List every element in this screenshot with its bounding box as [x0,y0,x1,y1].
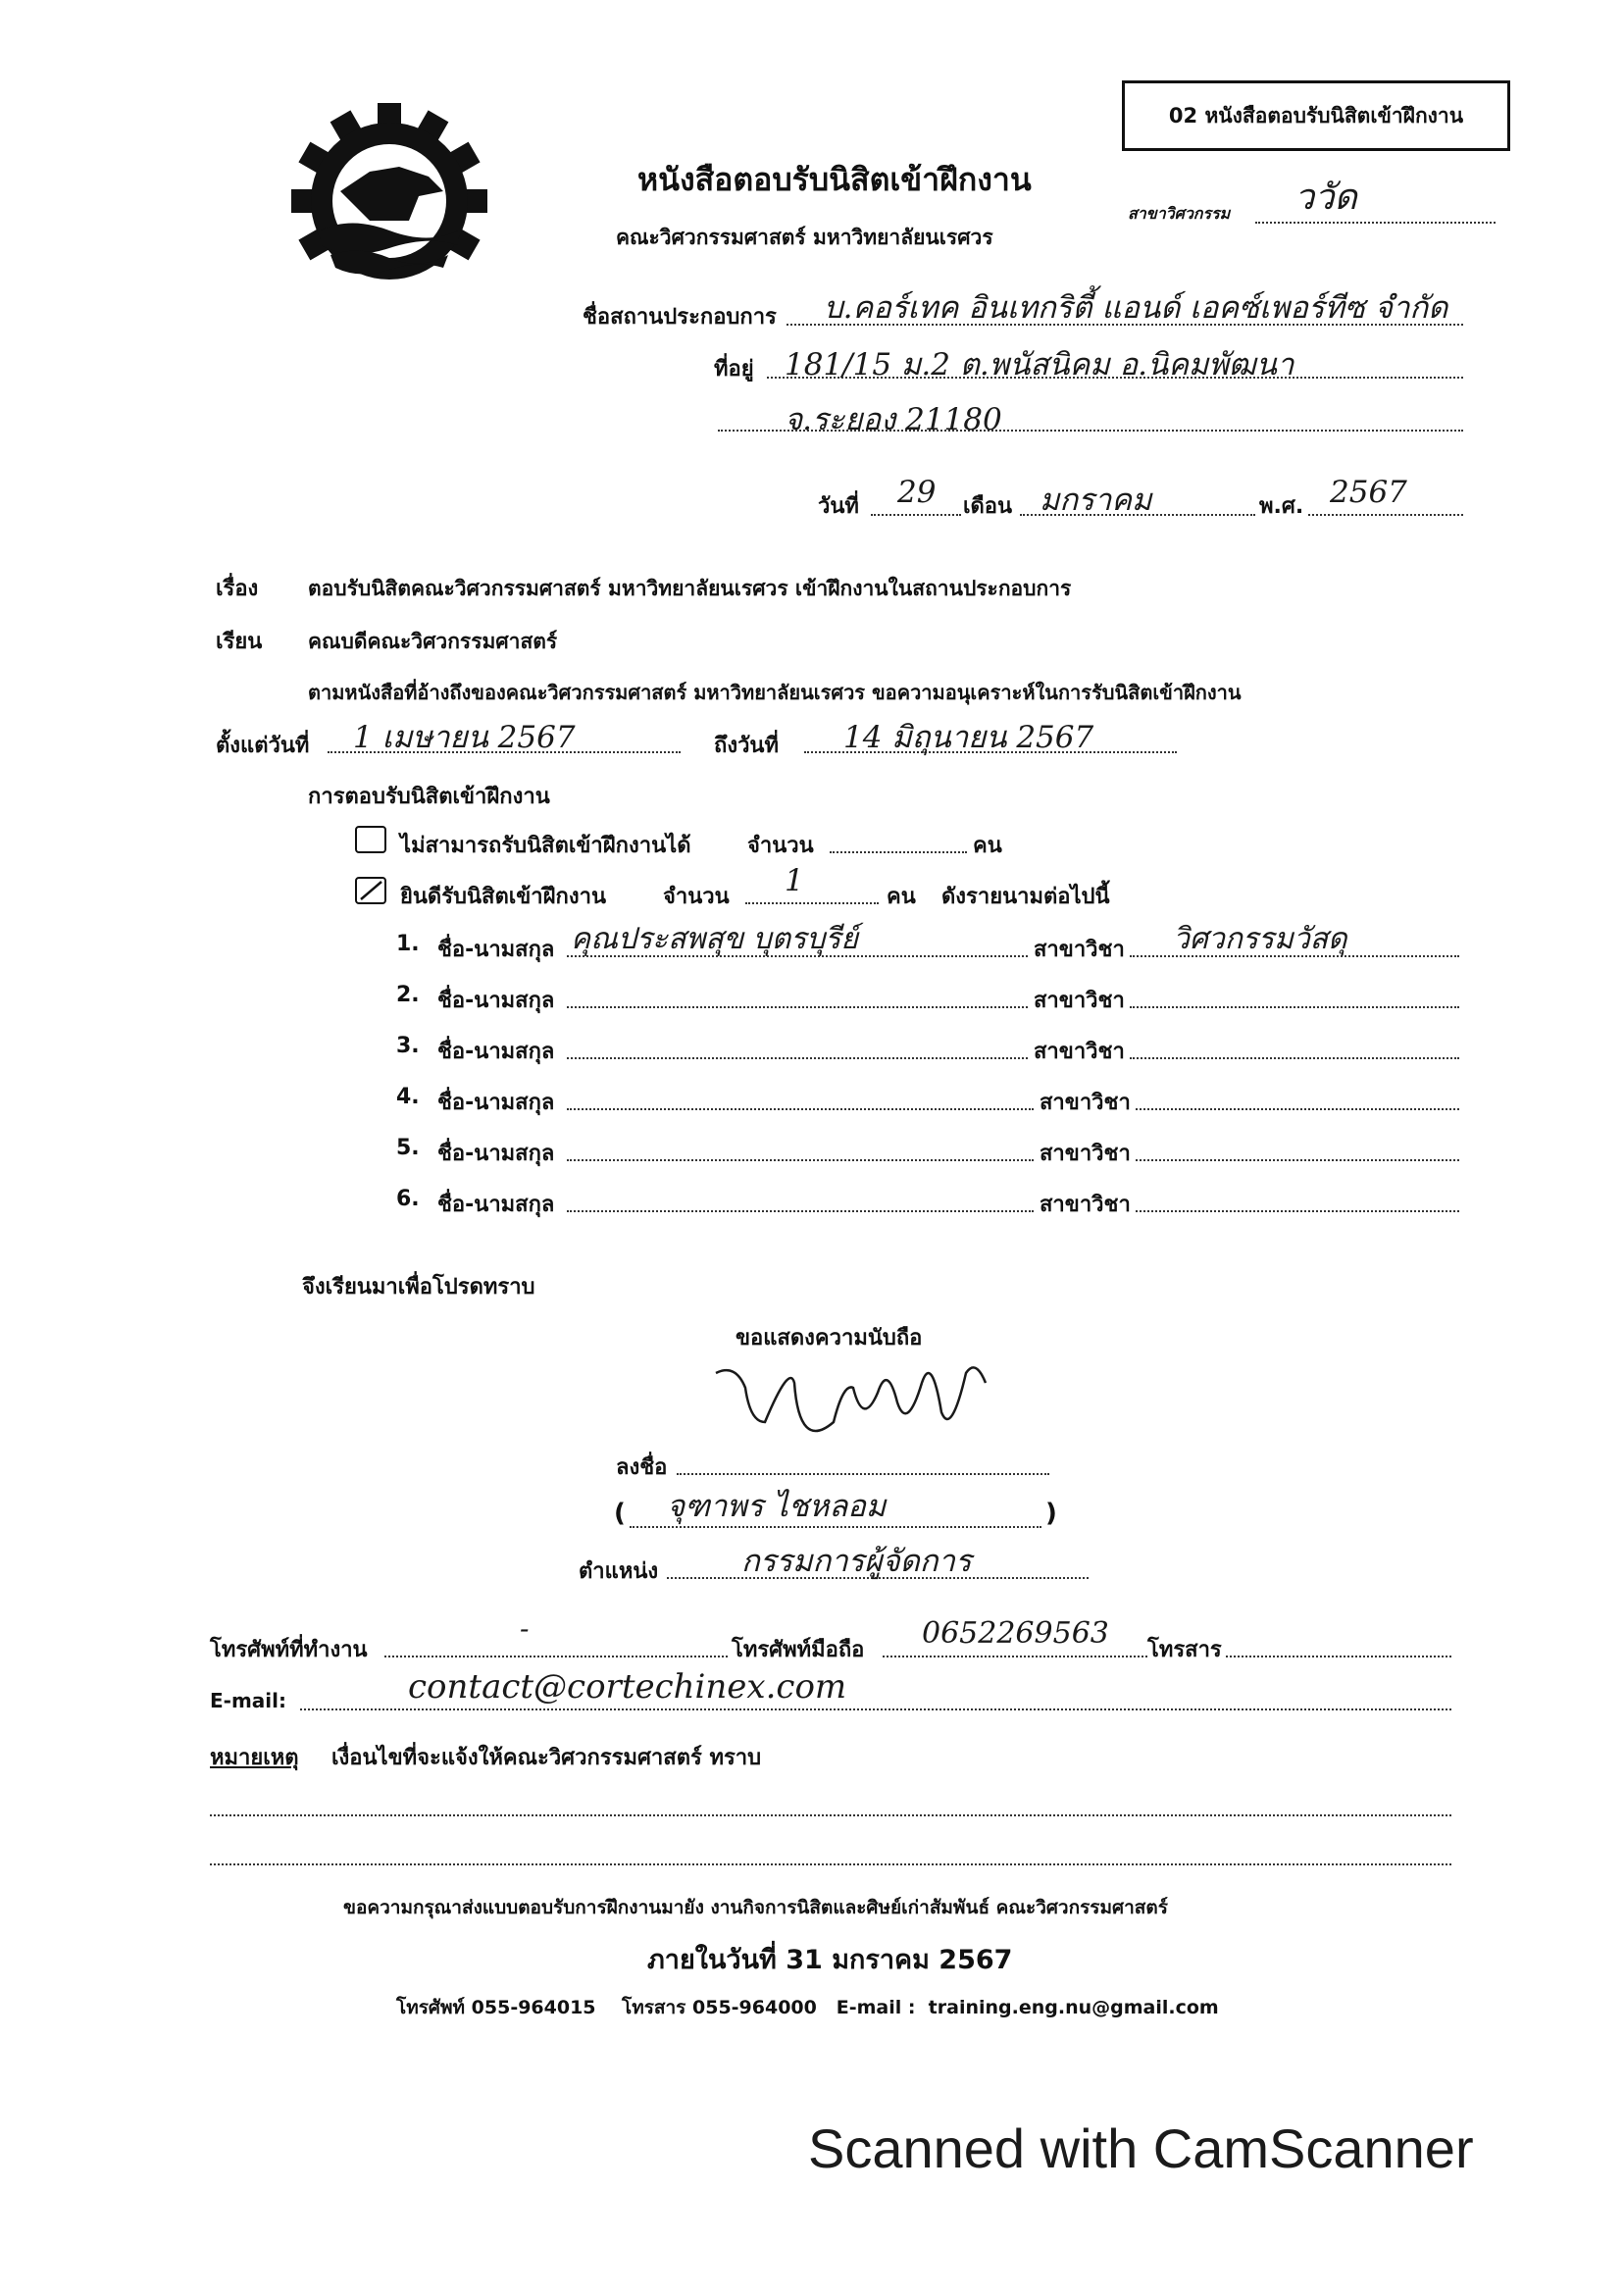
regards-text: ขอแสดงความนับถือ [736,1326,923,1351]
address-line1: 181/15 ม.2 ต.พนัสนิคม อ.นิคมพัฒนา [785,347,1294,382]
accept-unit: คน [887,885,916,909]
period-to: 14 มิถุนายน 2567 [843,720,1094,755]
signer-open-paren: ( [614,1499,626,1528]
position-label: ตำแหน่ง [579,1559,659,1584]
reject-checkbox[interactable] [355,826,386,853]
work-phone-label: โทรศัพท์ที่ทำงาน [210,1638,368,1662]
reject-count-label: จำนวน [747,834,814,858]
position-value: กรรมการผู้จัดการ [741,1544,972,1579]
accept-label: ยินดีรับนิสิตเข้าฝึกงาน [400,885,607,909]
signature-mark [696,1344,1010,1461]
note-label: หมายเหตุ [210,1746,299,1770]
address-label: ที่อยู่ [714,357,754,382]
company-value: บ.คอร์เทค อินเทกริตี้ แอนด์ เอคซ์เพอร์ทีซ จำกัด [824,290,1448,326]
reject-unit: คน [973,834,1002,858]
date-month: มกราคม [1040,483,1152,518]
period-from-label: ตั้งแต่วันที่ [216,734,310,758]
accept-count-label: จำนวน [663,885,730,909]
subject-label: เรื่อง [216,577,259,601]
fax-label: โทรสาร [1147,1638,1222,1662]
closing-text: จึงเรียนมาเพื่อโปรดทราบ [302,1275,535,1300]
date-year-label: พ.ศ. [1259,494,1304,519]
address-line2: จ.ระยอง 21180 [785,402,1002,437]
salutation-text: คณบดีคณะวิศวกรรมศาสตร์ [308,630,558,653]
form-tag: 02 หนังสือตอบรับนิสิตเข้าฝึกงาน [1122,80,1510,151]
accept-suffix: ดังรายนามต่อไปนี้ [941,885,1110,909]
body-text: ตามหนังสือที่อ้างถึงของคณะวิศวกรรมศาสตร์ มหาวิทยาลัยนเรศวร ขอความอนุเคราะห์ในการรับนิสิตเข้าฝึกงาน [308,681,1242,704]
camscanner-watermark: Scanned with CamScanner [808,2117,1474,2179]
document-title: หนังสือตอบรับนิสิตเข้าฝึกงาน [637,161,1032,198]
footer-deadline: ภายในวันที่ 31 มกราคม 2567 [647,1945,1013,1975]
company-label: ชื่อสถานประกอบการ [583,305,777,330]
footer-contact: โทรศัพท์ 055-964015 โทรสาร 055-964000 E-mail : training.eng.nu@gmail.com [396,1997,1219,2018]
sign-label: ลงชื่อ [616,1455,668,1480]
date-month-label: เดือน [963,494,1013,519]
salutation-label: เรียน [216,630,263,654]
email-value: contact@cortechinex.com [408,1667,847,1707]
period-to-label: ถึงวันที่ [714,734,779,758]
work-phone-value: - [520,1612,530,1645]
student-name: คุณประสพสุข บุตรบุรีย์ [571,922,858,956]
mobile-value: 0652269563 [922,1616,1109,1651]
document-page: 02 หนังสือตอบรับนิสิตเข้าฝึกงาน หนังสือตอบรับนิสิตเข้าฝึกงาน คณะวิศวกรรมศาสตร์ มหาวิทยาลัยนเรศวร สาขาวิศวกรรม ววัด ชื่อสถานประกอบการ บ.คอร์เทค อินเทกริตี้ แอนด์ เอคซ์เพอร์ทีซ จำกัด ที่อยู่ 181/15 ม.2 ต.พนัสนิคม อ.นิคมพัฒนา จ.ระยอง 21180 วันที่ 29 เดือน มกราคม พ.ศ. 2567 เรื่อง ตอบรับนิสิตคณะวิศวกรรมศาสตร์ มหาวิทยาลัยนเรศวร เข้าฝึกงานในสถานประกอบการ เรียน คณบดีคณะวิศวกรรมศาสตร์ ตามหนังสือที่อ้างถึงของคณะวิศวกรรมศาสตร์ มหาวิทยาลัยนเรศวร ขอความอนุเคราะห์ในการรับนิสิตเข้าฝึกงาน ตั้งแต่วันที่ 1 เมษายน 2567 ถึงวันที่ 14 มิถุนายน 2567 การตอบรับนิสิตเข้าฝึกงาน ไม่สามารถรับนิสิตเข้าฝึกงานได้ จำนวน คน ยินดีรับนิสิตเข้าฝึกงาน จำนวน 1 คน ดังรายนามต่อไปนี้ 1. ชื่อ-นามสกุล คุณประสพสุข บุตรบุรีย์ สาขาวิชา วิศวกรรมวัสดุ 2. ชื่อ-นามสกุล สาขาวิชา 3. ชื่อ-นามสกุล สาขาวิชา 4. ชื่อ-นามสกุล สาขาวิชา 5. ชื่อ-นามสกุล สาขาวิชา 6. ชื่อ-นามสกุล สาขาวิชา จึงเรียนมาเพื่อโปรดทราบ ขอแสดงความนับถือ ลงชื่อ ( จุฑาพร ไชหลอม ) ตำแหน่ง กรรมการผู้จัดการ โทรศัพท์ที่ทำงาน - โทรศัพท์มือถือ 0652269563 โทรสาร E-mail: contact@cortechinex.com หมายเหตุ เงื่อนไขที่จะแจ้งให้คณะวิศวกรรมศาสตร์ ทราบ ขอความกรุณาส่งแบบตอบรับการฝึกงานมายัง งานกิจการนิสิตและศิษย์เก่าสัมพันธ์ คณะวิศวกรรมศาสตร์ ภายในวันที่ 31 มกราคม 2567 โทรศัพท์ 055-964015 โทรสาร 055-964000 E-mail : training.eng.nu@gmail.com Scanned with CamScanner [0,0,1624,2294]
accept-checkbox[interactable] [355,877,386,904]
mobile-label: โทรศัพท์มือถือ [732,1638,865,1662]
response-heading: การตอบรับนิสิตเข้าฝึกงาน [308,785,550,809]
signer-name: จุฑาพร ไชหลอม [667,1489,887,1524]
note-text: เงื่อนไขที่จะแจ้งให้คณะวิศวกรรมศาสตร์ ทราบ [331,1746,762,1770]
signer-close-paren: ) [1045,1499,1057,1528]
check-mark-icon [357,879,384,902]
accept-count: 1 [785,863,804,898]
reject-label: ไม่สามารถรับนิสิตเข้าฝึกงานได้ [400,834,691,858]
faculty-logo [284,98,495,309]
date-day-label: วันที่ [818,494,859,519]
major-value: ววัด [1294,178,1357,218]
subject-text: ตอบรับนิสิตคณะวิศวกรรมศาสตร์ มหาวิทยาลัยนเรศวร เข้าฝึกงานในสถานประกอบการ [308,577,1072,600]
date-year: 2567 [1330,475,1407,510]
document-subtitle: คณะวิศวกรรมศาสตร์ มหาวิทยาลัยนเรศวร [616,226,993,249]
email-label: E-mail: [210,1689,287,1712]
date-day: 29 [897,475,937,510]
major-label: สาขาวิศวกรรม [1128,204,1231,223]
period-from: 1 เมษายน 2567 [353,720,576,755]
student-major: วิศวกรรมวัสดุ [1173,922,1347,956]
footer-instruction: ขอความกรุณาส่งแบบตอบรับการฝึกงานมายัง งานกิจการนิสิตและศิษย์เก่าสัมพันธ์ คณะวิศวกรรมศาสตร์ [343,1897,1168,1918]
